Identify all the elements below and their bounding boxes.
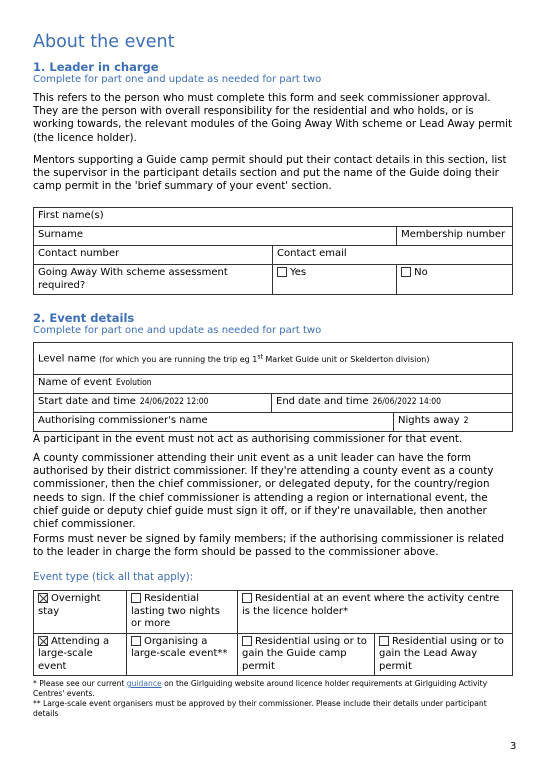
end-date-field[interactable] [272, 394, 513, 413]
contact-email-field[interactable] [273, 246, 513, 265]
membership-number-label: Membership number [401, 229, 506, 240]
event-name-field[interactable] [34, 375, 513, 394]
option-overnight[interactable]: Overnight stay [34, 591, 127, 634]
yes-checkbox[interactable] [277, 267, 287, 277]
no-checkbox[interactable] [401, 267, 411, 277]
gaw-yes-option[interactable]: Yes [273, 265, 397, 295]
section-2-para-1: A participant in the event must not act as authorising commissioner for that event. [33, 433, 463, 445]
option-lead-away-permit[interactable]: Residential using or to gain the Lead Away permit [375, 633, 513, 676]
authorising-commissioner-label: Authorising commissioner's name [38, 415, 208, 426]
section-1-subtitle: Complete for part one and update as needed for part two [33, 74, 322, 85]
start-date-value: 24/06/2022 12:00 [139, 397, 209, 407]
leader-table [33, 207, 513, 295]
overnight-checkbox[interactable] [38, 593, 48, 603]
event-name-label: Name of event [38, 377, 112, 388]
nights-away-value: 2 [463, 416, 469, 426]
page-number: 3 [510, 741, 517, 752]
organising-large-scale-checkbox[interactable] [131, 636, 141, 646]
section-2-subtitle: Complete for part one and update as needed for part two [33, 325, 322, 336]
footnote-2: ** Large-scale event organisers must be approved by their commissioner. Please include their details under participant details [33, 699, 487, 718]
gaw-assessment-label: Going Away With scheme assessment required? [34, 265, 273, 295]
page-title: About the event [33, 32, 175, 52]
residential-activity-centre-checkbox[interactable] [242, 593, 252, 603]
section-1-para-2: Mentors supporting a Guide camp permit should put their contact details in this section, list the supervisor in the participant details section and put the name of the Guide doing their camp permit in the 'brief summary of your event' section. [33, 154, 507, 193]
option-residential-activity-centre[interactable]: Residential at an event where the activity centre is the licence holder* [238, 591, 513, 634]
residential-two-nights-checkbox[interactable] [131, 593, 141, 603]
nights-away-field[interactable] [394, 413, 513, 432]
event-type-heading: Event type (tick all that apply): [33, 571, 194, 583]
contact-email-label: Contact email [277, 248, 347, 259]
contact-number-label: Contact number [38, 248, 120, 259]
surname-label: Surname [38, 229, 83, 240]
option-guide-camp-permit[interactable]: Residential using or to gain the Guide camp permit [238, 633, 375, 676]
first-name-field[interactable] [34, 208, 513, 227]
section-2-para-3: Forms must never be signed by family members; if the authorising commissioner is related to the leader in charge the form should be passed to the commissioner above. [33, 533, 505, 559]
end-date-label: End date and time [276, 396, 369, 407]
section-2-para-2: A county commissioner attending their unit event as a unit leader can have the form authorised by their district commissioner. If they're attending a county event as a county commissioner, then the chief commissioner, or delegated deputy, for the country/region needs to sign. If the chief commissioner is attending a region or international event, the chief guide or deputy chief guide must sign it off, or if they're unavailable, then another chief commissioner. [33, 452, 494, 531]
guidance-link[interactable]: guidance [126, 679, 162, 688]
event-type-table [33, 590, 513, 676]
option-residential-two-nights[interactable]: Residential lasting two nights or more [127, 591, 238, 634]
authorising-commissioner-field[interactable] [34, 413, 394, 432]
level-name-label: Level name [38, 353, 96, 365]
event-name-value: Evolution [115, 378, 152, 388]
level-name-field[interactable] [34, 343, 513, 375]
attending-large-scale-checkbox[interactable] [38, 636, 48, 646]
nights-away-label: Nights away [398, 415, 460, 426]
start-date-label: Start date and time [38, 396, 136, 407]
level-name-hint: (for which you are running the trip eg 1st Market Guide unit or Skelderton division) [99, 352, 430, 364]
section-2-heading: 2. Event details [33, 311, 135, 325]
guide-camp-permit-checkbox[interactable] [242, 636, 252, 646]
option-organising-large-scale[interactable]: Organising a large-scale event** [127, 633, 238, 676]
start-date-field[interactable] [34, 394, 272, 413]
first-name-label: First name(s) [38, 210, 104, 221]
footnote-1: * Please see our current guidance on the Girlguiding website around licence holder requirements at Girlguiding Activity Centres' events. [33, 679, 488, 698]
gaw-no-option[interactable]: No [397, 265, 513, 295]
end-date-value: 26/06/2022 14:00 [372, 397, 442, 407]
event-details-table [33, 342, 513, 432]
option-attending-large-scale[interactable]: Attending a large-scale event [34, 633, 127, 676]
surname-field[interactable] [34, 227, 397, 246]
lead-away-permit-checkbox[interactable] [379, 636, 389, 646]
section-1-para-1: This refers to the person who must complete this form and seek commissioner approval. They are the person with overall responsibility for the residential and who holds, or is working towards, the relevant modules of the Going Away With scheme or Lead Away permit (the licence holder). [33, 92, 512, 144]
contact-number-field[interactable] [34, 246, 273, 265]
membership-number-field[interactable] [397, 227, 513, 246]
section-1-heading: 1. Leader in charge [33, 60, 159, 74]
